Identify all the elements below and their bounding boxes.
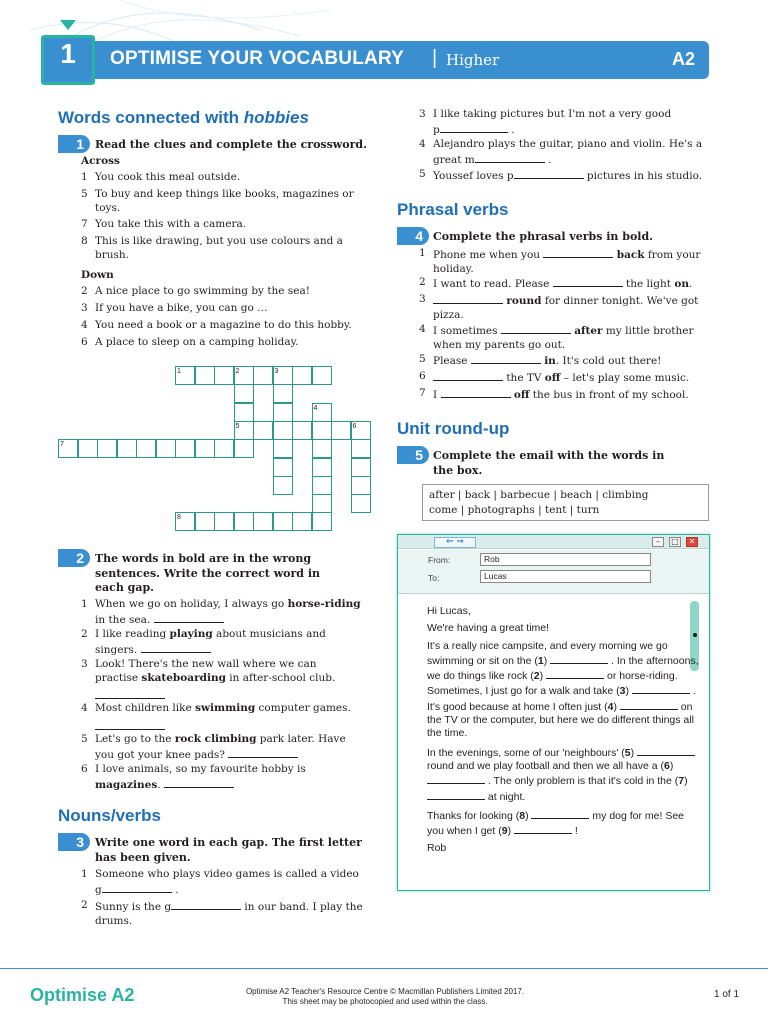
crossword-cell[interactable] [117,439,137,458]
from-label: From: [428,555,451,565]
crossword-cell[interactable] [292,366,312,385]
exercise-item: 5 Youssef loves p pictures in his studio. [419,168,703,182]
exercise-number: 5 [397,446,429,464]
answer-gap[interactable] [543,247,613,258]
email-header [398,550,709,594]
crossword-cell[interactable] [273,476,293,495]
crossword-cell[interactable] [273,384,293,403]
word-box-line: after | back | barbecue | beach | climbing [429,489,649,501]
page-title: OPTIMISE YOUR VOCABULARY [110,48,405,69]
crossword-cell[interactable] [214,512,234,531]
section-heading-phrasal-verbs: Phrasal verbs [397,200,509,219]
crossword-cell[interactable] [214,439,234,458]
exercise-instruction: Complete the phrasal verbs in bold. [433,230,653,243]
crossword-cell[interactable] [273,512,293,531]
minimize-icon[interactable]: – [652,537,664,547]
exercise-instruction: Read the clues and complete the crossword. [95,138,367,151]
crossword-cell[interactable] [78,439,98,458]
crossword-clue-number: 7 [60,441,64,449]
from-field[interactable]: Rob [480,553,651,566]
unit-badge [41,35,95,85]
exercise-instruction: Complete the email with the words in the box. [433,449,665,477]
header-decoration [0,0,768,44]
exercise-item: 4 Alejandro plays the guitar, piano and violin. He's a great m . [419,138,703,166]
exercise-instruction: Write one word in each gap. The first letter has been given. [95,836,362,864]
exercise-number: 2 [58,549,90,567]
crossword-cell[interactable] [234,384,254,403]
answer-gap[interactable] [553,276,623,287]
answer-gap[interactable] [546,668,604,679]
exercise-item: 1 When we go on holiday, I always go horse-riding in the sea. [81,598,361,626]
answer-gap[interactable] [501,323,571,334]
email-greeting: Hi Lucas, [427,605,471,617]
clue-item: 3 If you have a bike, you can go … [81,302,268,314]
answer-gap[interactable] [427,789,485,800]
crossword-cell[interactable] [312,458,332,477]
exercise-item: 3 I like taking pictures but I'm not a very good p . [419,108,672,136]
crossword-clue-number: 8 [177,514,181,522]
down-label: Down [81,269,114,281]
crossword-cell[interactable] [234,512,254,531]
answer-gap[interactable] [514,823,572,834]
answer-gap[interactable] [475,152,545,163]
exercise-item: 4 Most children like swimming computer games. [95,702,365,734]
nav-arrows-icon[interactable]: ⇐ ⇒ [434,537,476,548]
crossword-clue-number: 6 [352,422,357,430]
crossword-cell[interactable] [292,512,312,531]
email-paragraph: Thanks for looking (8) my dog for me! See you when I get (9) ! [427,809,685,838]
header-separator: | [432,47,438,69]
answer-gap[interactable] [433,293,503,304]
crossword-cell[interactable] [195,439,215,458]
exercise-number: 4 [397,227,429,245]
exercise-item: 7 I off the bus in front of my school. [419,387,689,401]
answer-gap[interactable] [531,808,589,819]
answer-gap[interactable] [141,642,211,653]
crossword-cell[interactable] [312,366,332,385]
crossword-cell[interactable] [234,403,254,422]
crossword-cell[interactable] [175,439,195,458]
crossword-cell[interactable] [136,439,156,458]
answer-gap[interactable] [427,773,485,784]
email-paragraph: In the evenings, some of our 'neighbours' (5) round and we play football and then we all have a (6) . The only problem is that it's cold in the (7) at night. [427,745,699,804]
exercise-item: 5 Let's go to the rock climbing park later. Have you got your knee pads? [81,733,346,761]
close-icon[interactable]: ✕ [686,537,698,547]
level-label: Higher [446,51,500,69]
email-signoff: Rob [427,842,447,855]
exercise-item: 6 the TV off – let's play some music. [419,370,690,384]
answer-gap[interactable] [171,899,241,910]
footer-copyright: Optimise A2 Teacher's Resource Centre © Macmillan Publishers Limited 2017. This sheet may be photocopied and used within the class. [245,987,525,1006]
clue-item: 1 You cook this meal outside. [81,171,241,183]
to-label: To: [428,573,440,583]
crossword-clue-number: 5 [235,422,240,430]
clue-item: 6 A place to sleep on a camping holiday. [81,336,299,348]
answer-gap[interactable] [154,612,224,623]
exercise-item: 3 Look! There's the new wall where we can practise skateboarding in after-school club. [95,658,345,704]
answer-gap[interactable] [433,370,503,381]
across-label: Across [81,155,120,167]
answer-gap[interactable] [620,699,678,710]
answer-gap[interactable] [440,122,508,133]
footer-brand: Optimise A2 [30,985,135,1005]
down-arrow-icon [60,20,76,30]
word-box [422,484,709,521]
crossword-cell[interactable] [195,366,215,385]
email-paragraph: It's a really nice campsite, and every morning we go swimming or sit on the (1) . In the afternoons, we do things like rock (2) or horse-riding. Sometimes, I just go for a walk and take (3) . It's good because at home I often just (4) on the TV or the computer, but here we do different things all the time. [427,639,699,740]
footer-divider [0,968,768,969]
clue-item: 4 You need a book or a magazine to do this hobby. [81,319,352,331]
clue-item: 2 A nice place to go swimming by the sea! [81,285,310,297]
crossword-cell[interactable] [273,439,293,458]
section-heading-nouns-verbs: Nouns/verbs [58,806,161,825]
crossword-cell[interactable] [195,512,215,531]
answer-gap[interactable] [637,745,695,756]
answer-gap[interactable] [550,653,608,664]
exercise-item: 3 round for dinner tonight. We've got pizza. [419,293,699,321]
clue-item: 7 You take this with a camera. [81,218,247,230]
answer-gap[interactable] [95,688,165,699]
clue-item: 8 This is like drawing, but you use colours and a brush. [81,235,343,261]
to-field[interactable]: Lucas [480,570,651,583]
crossword-cell[interactable] [312,476,332,495]
answer-gap[interactable] [95,719,165,730]
level-code: A2 [672,49,696,69]
exercise-item: 4 I sometimes after my little brother when my parents go out. [419,323,694,351]
crossword-cell[interactable] [351,494,371,513]
word-box-line: come | photographs | tent | turn [429,504,600,516]
exercise-instruction: The words in bold are in the wrong sentences. Write the correct word in each gap. [95,552,320,594]
crossword-clue-number: 1 [177,368,181,375]
answer-gap[interactable] [228,747,298,758]
window-titlebar [398,535,709,549]
answer-gap[interactable] [441,387,511,398]
crossword-cell[interactable] [351,458,371,477]
email-paragraph: We're having a great time! [427,622,550,635]
answer-gap[interactable] [471,353,541,364]
crossword-cell[interactable] [253,366,273,385]
crossword-clue-number: 4 [313,404,318,412]
crossword-cell[interactable] [156,439,176,458]
crossword-cell[interactable] [312,439,332,458]
crossword-cell[interactable] [253,512,273,531]
unit-number: 1 [60,38,76,69]
email-window [397,534,710,891]
section-heading-unit-round-up: Unit round-up [397,419,510,438]
page-number: 1 of 1 [714,989,740,1000]
answer-gap[interactable] [164,777,234,788]
crossword-clue-number: 3 [274,368,279,375]
answer-gap[interactable] [102,882,172,893]
crossword-cell[interactable] [331,421,351,440]
email-body [427,605,699,860]
crossword-cell[interactable] [312,494,332,513]
crossword-cell[interactable] [97,439,117,458]
crossword-cell[interactable] [351,439,371,458]
exercise-number: 1 [58,135,90,153]
answer-gap[interactable] [632,683,690,694]
crossword-cell[interactable] [273,403,293,422]
crossword-cell[interactable] [312,421,332,440]
crossword-cell[interactable] [273,458,293,477]
exercise-item: 1 Someone who plays video games is called a video g . [81,868,359,896]
exercise-item: 2 I want to read. Please the light on. [419,276,693,290]
crossword-cell[interactable] [253,421,273,440]
exercise-item: 5 Please in. It's cold out there! [419,353,662,367]
crossword-clue-number: 2 [235,368,240,375]
exercise-item: 6 I love animals, so my favourite hobby is magazines. [81,763,306,791]
crossword-cell[interactable] [273,421,293,440]
answer-gap[interactable] [514,168,584,179]
exercise-item: 2 Sunny is the g in our band. I play the drums. [81,899,363,927]
section-heading-hobbies: Words connected with hobbies [58,108,309,127]
crossword-cell[interactable] [292,421,312,440]
exercise-number: 3 [58,833,90,851]
exercise-item: 2 I like reading playing about musicians and singers. [81,628,326,656]
clue-item: 5 To buy and keep things like books, magazines or toys. [81,188,354,214]
crossword-cell[interactable] [234,439,254,458]
crossword-cell[interactable] [312,512,332,531]
exercise-item: 1 Phone me when you back from your holiday. [419,247,701,275]
crossword-cell[interactable] [214,366,234,385]
maximize-icon[interactable]: □ [669,537,681,547]
crossword-cell[interactable] [351,476,371,495]
